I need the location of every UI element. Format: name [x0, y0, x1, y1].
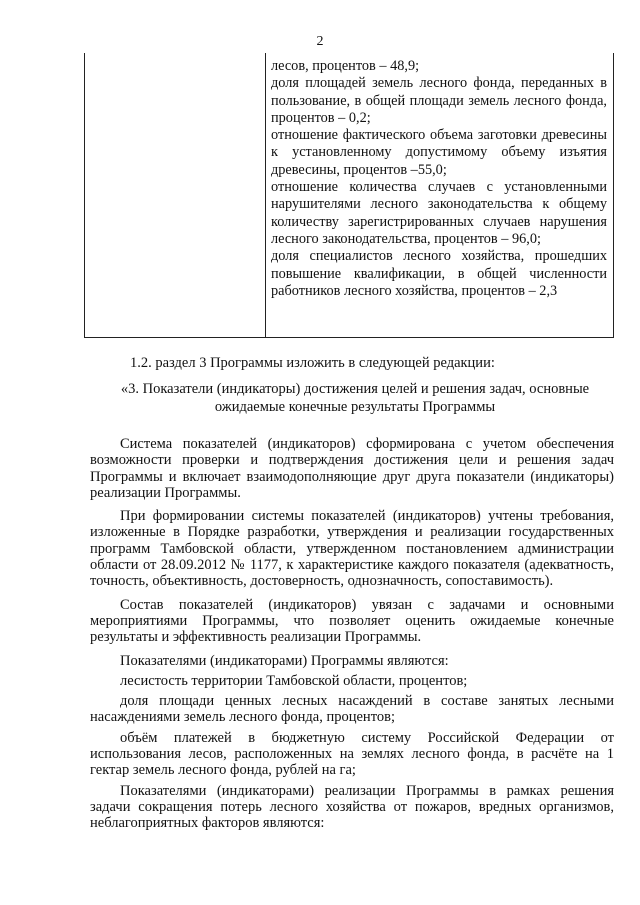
section-heading — [90, 380, 620, 416]
table-line: доля площадей земель лесного фонда, переданных в пользование, в общей площади земель лесного фонда, процентов – 0,2; — [271, 75, 607, 126]
paragraph: Состав показателей (индикаторов) увязан с задачами и основными мероприятиями Программы, что позволяет оценить ожидаемые конечные результаты и эффективность реализации Программы. — [90, 596, 614, 646]
page-number: 2 — [316, 34, 324, 49]
table-cell-indicators — [271, 58, 607, 300]
body-text — [90, 436, 614, 836]
paragraph: При формировании системы показателей (индикаторов) учтены требования, изложенные в Порядке разработки, утверждения и реализации государственных программ Тамбовской области, утвержденном постановлением администрации области от 28.09.2012 № 1177, к характеристике каждого показателя (адекватность, точность, объективность, достоверность, однозначность, сопоставимость). — [90, 508, 614, 590]
paragraph: Система показателей (индикаторов) сформирована с учетом обеспечения возможности проверки и подтверждения достижения цели и решения задач Программы и включает взаимодополняющие друг друга показатели (индикаторы) реализации Программы. — [90, 436, 614, 501]
table-line: отношение фактического объема заготовки древесины к установленному допустимому объему изъятия древесины, процентов –55,0; — [271, 127, 607, 178]
paragraph: Показателями (индикаторами) Программы являются: — [120, 652, 449, 669]
paragraph: доля площади ценных лесных насаждений в составе занятых лесными насаждениями земель лесного фонда, процентов; — [90, 693, 614, 726]
table-line: доля специалистов лесного хозяйства, прошедших повышение квалификации, в общей численности работников лесного хозяйства, процентов – 2,3 — [271, 248, 607, 299]
amendment-line: 1.2. раздел 3 Программы изложить в следующей редакции: — [130, 355, 495, 371]
section-heading-line-2: ожидаемые конечные результаты Программы — [214, 399, 496, 415]
table-line: отношение количества случаев с установленными нарушителями лесного законодательства к общему количеству зарегистрированных случаев нарушения лесного законодательства, процентов – 96,0; — [271, 179, 607, 247]
paragraph: лесистость территории Тамбовской области, процентов; — [120, 672, 468, 689]
table-line: лесов, процентов – 48,9; — [271, 58, 420, 74]
paragraph: объём платежей в бюджетную систему Российской Федерации от использования лесов, расположенных на землях лесного фонда, в расчёте на 1 гектар земель лесного фонда, рублей на га; — [90, 729, 614, 779]
section-heading-line-1: «3. Показатели (индикаторы) достижения целей и решения задач, основные — [120, 381, 590, 397]
indicator-table-continuation — [84, 53, 614, 338]
table-column-divider — [265, 53, 266, 337]
paragraph: Показателями (индикаторами) реализации Программы в рамках решения задачи сокращения потерь лесного хозяйства от пожаров, вредных организмов, неблагоприятных факторов являются: — [90, 782, 614, 832]
